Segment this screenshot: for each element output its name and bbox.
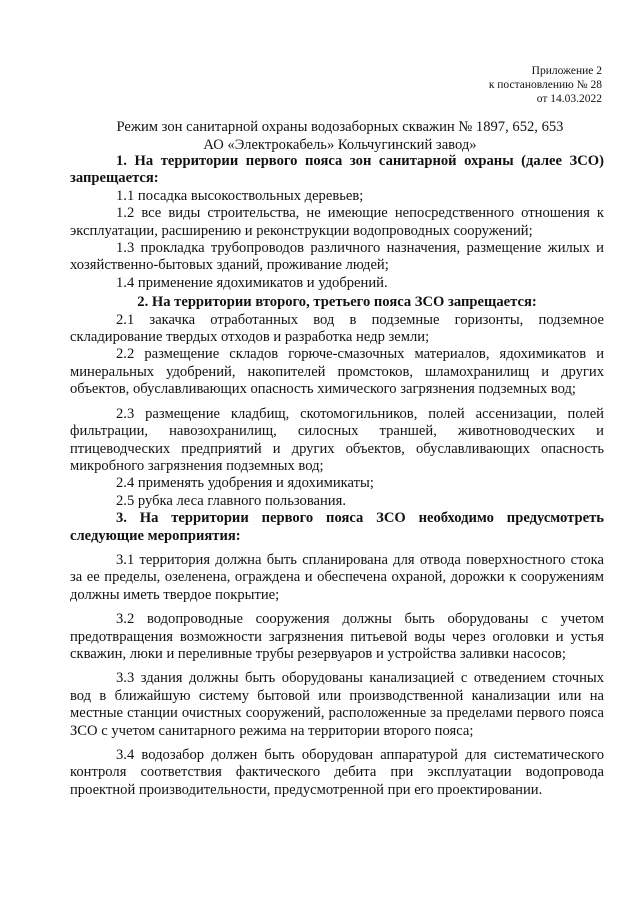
section-2-item-3: 2.3 размещение кладбищ, скотомогильников, полей ассенизации, полей фильтрации, навозохранилищ, силосных траншей, животноводческих и птицеводческих предприятий и других объектов, обуславливающих опасность микробного загрязнения подземных вод; <box>70 405 604 474</box>
section-3-item-1: 3.1 территория должна быть спланирована для отвода поверхностного стока за ее пределы, озеленена, ограждена и обеспечена охраной, дорожки к сооружениям должны иметь твердое покрытие; <box>70 551 604 603</box>
section-2-item-4: 2.4 применять удобрения и ядохимикаты; <box>116 475 374 492</box>
document-body <box>70 153 604 799</box>
section-1-item-4: 1.4 применение ядохимикатов и удобрений. <box>116 274 388 291</box>
section-2-item-5: 2.5 рубка леса главного пользования. <box>116 492 346 509</box>
annex-line-1: Приложение 2 <box>531 65 602 77</box>
annex-block <box>489 64 602 106</box>
section-1-item-3: 1.3 прокладка трубопроводов различного назначения, размещение жилых и хозяйственно-бытовых зданий, проживание людей; <box>70 240 604 274</box>
section-1-heading: 1. На территории первого пояса зон санитарной охраны (далее ЗСО) запрещается: <box>70 153 604 187</box>
annex-line-3: от 14.03.2022 <box>536 93 602 105</box>
annex-line-2: к постановлению № 28 <box>488 79 602 91</box>
section-1-item-2: 1.2 все виды строительства, не имеющие непосредственного отношения к эксплуатации, расширению и реконструкции водопроводных сооружений; <box>70 205 604 239</box>
section-2-item-2: 2.2 размещение складов горюче-смазочных материалов, ядохимикатов и минеральных удобрений, накопителей промстоков, шламохранилищ и других объектов, обуславливающих опасность химического загрязнения подземных вод; <box>70 346 604 398</box>
section-3-item-3: 3.3 здания должны быть оборудованы канализацией с отведением сточных вод в ближайшую систему бытовой или производственной канализации или на местные станции очистных сооружений, расположенные за пределами первого пояса ЗСО с учетом санитарного режима на территории второго пояса; <box>70 670 604 739</box>
document-title <box>60 118 620 154</box>
section-3-heading: 3. На территории первого пояса ЗСО необходимо предусмотреть следующие мероприятия: <box>70 510 604 544</box>
title-line-1: Режим зон санитарной охраны водозаборных скважин № 1897, 652, 653 <box>116 119 564 135</box>
section-2-item-1: 2.1 закачка отработанных вод в подземные горизонты, подземное складирование твердых отходов и разработка недр земли; <box>70 311 604 346</box>
section-1-item-1: 1.1 посадка высокоствольных деревьев; <box>116 187 364 204</box>
title-line-2: АО «Электрокабель» Кольчугинский завод» <box>203 137 477 153</box>
section-3-item-2: 3.2 водопроводные сооружения должны быть оборудованы с учетом предотвращения возможности загрязнения питьевой воды через оголовки и устья скважин, люки и переливные трубы резервуаров и устройства заливки насосов; <box>70 611 604 662</box>
section-3-item-4: 3.4 водозабор должен быть оборудован аппаратурой для систематического контроля соответствия фактического дебита при эксплуатации водопровода проектной производительности, предусмотренной при его проектировании. <box>70 747 604 798</box>
section-2-heading: 2. На территории второго, третьего пояса ЗСО запрещается: <box>137 294 537 311</box>
